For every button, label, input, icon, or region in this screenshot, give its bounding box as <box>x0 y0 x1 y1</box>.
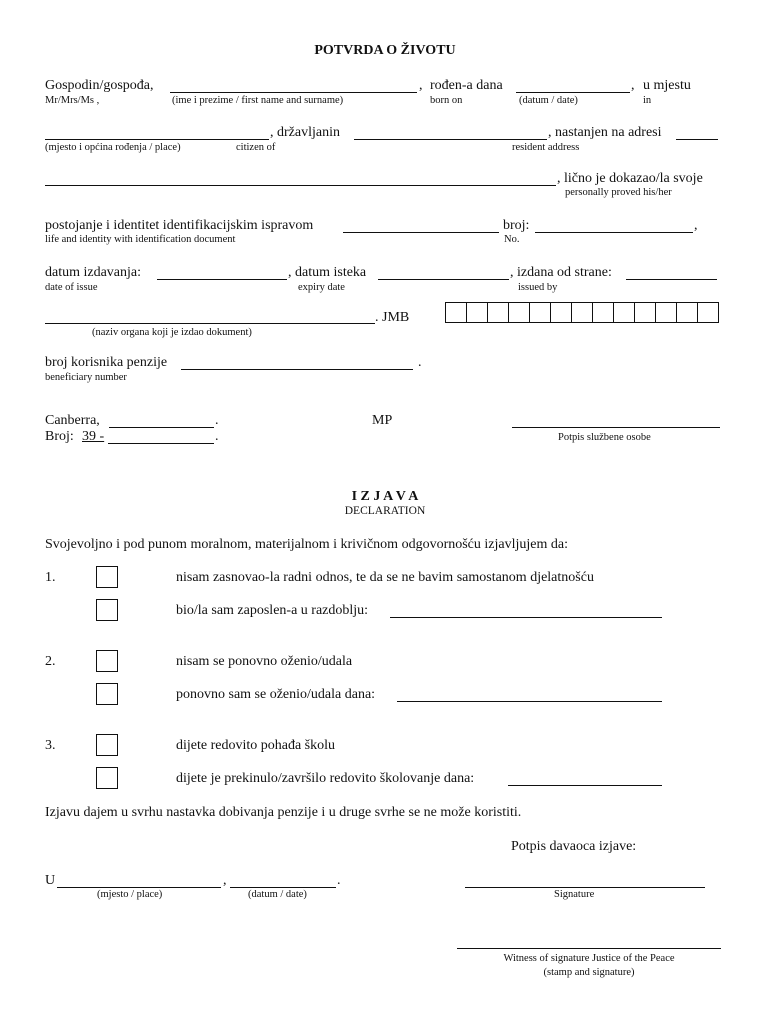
izdana-label: , izdana od strane: <box>510 265 612 280</box>
nastanjen-label: , nastanjen na adresi <box>548 125 662 140</box>
sub-place: (mjesto i općina rođenja / place) <box>45 142 181 153</box>
document-number-field[interactable] <box>535 232 693 233</box>
sub-life: life and identity with identification document <box>45 234 236 245</box>
broj-label: broj: <box>503 218 530 233</box>
item1-text-b: bio/la sam zaposlen-a u razdoblju: <box>176 603 369 618</box>
beneficiary-number-field[interactable] <box>181 369 413 370</box>
sub-date: (datum / date) <box>519 95 578 106</box>
witness-sub-label: (stamp and signature) <box>543 967 635 978</box>
birthplace-field[interactable] <box>45 139 269 140</box>
sub-mr: Mr/Mrs/Ms , <box>45 95 100 106</box>
place-field[interactable] <box>57 887 221 888</box>
dot: . <box>215 413 219 428</box>
sub-issue: date of issue <box>45 282 98 293</box>
sub-born: born on <box>430 95 463 106</box>
izjava-title: I Z J A V A <box>351 489 419 504</box>
item3-text-a: dijete redovito pohađa školu <box>176 738 336 753</box>
jmb-digit-box[interactable] <box>697 302 719 323</box>
drzavljanin-label: , državljanin <box>270 125 340 140</box>
sub-beneficiary: beneficiary number <box>45 372 127 383</box>
postojanje-label: postojanje i identitet identifikacijskim ispravom <box>45 218 314 233</box>
jmb-label: . JMB <box>375 310 410 325</box>
item3-checkbox-b[interactable] <box>96 767 118 789</box>
signature-label: Signature <box>554 889 595 900</box>
comma: , <box>223 873 227 888</box>
sub-in: in <box>643 95 652 106</box>
birth-date-field[interactable] <box>516 92 630 93</box>
item1-checkbox-b[interactable] <box>96 599 118 621</box>
jmb-digit-box[interactable] <box>655 302 677 323</box>
item2-text-b: ponovno sam se oženio/udala dana: <box>176 687 376 702</box>
jmb-digit-box[interactable] <box>508 302 530 323</box>
broj-field[interactable] <box>108 443 214 444</box>
item2-checkbox-a[interactable] <box>96 650 118 672</box>
sub-organ: (naziv organa koji je izdao dokument) <box>92 327 252 338</box>
datum-isteka-label: , datum isteka <box>288 265 367 280</box>
jmb-digit-box[interactable] <box>487 302 509 323</box>
item3-text-b: dijete je prekinulo/završilo redovito školovanje dana: <box>176 771 475 786</box>
mp-label: MP <box>372 413 393 428</box>
sub-expiry: expiry date <box>298 282 345 293</box>
licno-label: , lično je dokazao/la svoje <box>557 171 703 186</box>
date-field[interactable] <box>230 887 336 888</box>
sub-proved: personally proved his/her <box>565 187 672 198</box>
item-number: 2. <box>45 654 56 669</box>
potpis-davaoca: Potpis davaoca izjave: <box>511 839 637 854</box>
canberra-label: Canberra, <box>45 413 100 428</box>
dot: . <box>418 355 422 370</box>
jmb-digit-box[interactable] <box>592 302 614 323</box>
broj-value: 39 - <box>82 429 105 444</box>
jmb-digit-box[interactable] <box>613 302 635 323</box>
official-signature-line[interactable] <box>512 427 720 428</box>
sub-resident: resident address <box>512 142 580 153</box>
citizenship-field[interactable] <box>354 139 547 140</box>
broj-label: Broj: <box>45 429 74 444</box>
expiry-date-field[interactable] <box>378 279 509 280</box>
declaration-subtitle: DECLARATION <box>344 505 426 517</box>
page-title: POTVRDA O ŽIVOTU <box>314 43 456 58</box>
jmb-digit-box[interactable] <box>571 302 593 323</box>
item2-checkbox-b[interactable] <box>96 683 118 705</box>
document-field[interactable] <box>343 232 499 233</box>
item-number: 3. <box>45 738 56 753</box>
dot: . <box>215 429 219 444</box>
address-field[interactable] <box>45 185 556 186</box>
sub-place: (mjesto / place) <box>97 889 163 900</box>
jmb-digit-box[interactable] <box>676 302 698 323</box>
roden-label: rođen-a dana <box>430 78 503 93</box>
jmb-digit-box[interactable] <box>529 302 551 323</box>
jmb-digit-box[interactable] <box>466 302 488 323</box>
item1-checkbox-a[interactable] <box>96 566 118 588</box>
jmb-digit-box[interactable] <box>634 302 656 323</box>
address-field-start[interactable] <box>676 139 718 140</box>
jmb-boxes[interactable] <box>445 302 719 323</box>
sub-date: (datum / date) <box>248 889 307 900</box>
dot: . <box>337 873 341 888</box>
issue-date-field[interactable] <box>157 279 287 280</box>
item3-checkbox-a[interactable] <box>96 734 118 756</box>
employment-period-field[interactable] <box>390 617 662 618</box>
u-label: U <box>45 873 56 888</box>
witness-signature-line[interactable] <box>457 948 721 949</box>
canberra-date-field[interactable] <box>109 427 214 428</box>
item2-text-a: nisam se ponovno oženio/udala <box>176 654 353 669</box>
name-field[interactable] <box>170 92 417 93</box>
issued-by-field[interactable] <box>626 279 717 280</box>
declaration-intro: Svojevoljno i pod punom moralnom, materijalnom i krivičnom odgovornošću izjavljujem da: <box>45 537 568 552</box>
closing-statement: Izjavu dajem u svrhu nastavka dobivanja penzije i u druge svrhe se ne može koristiti. <box>45 805 522 820</box>
potpis-sluzbene: Potpis službene osobe <box>558 432 651 443</box>
remarriage-date-field[interactable] <box>397 701 662 702</box>
item1-text-a: nisam zasnovao-la radni odnos, te da se ne bavim samostanom djelatnošću <box>176 570 594 585</box>
sub-citizen: citizen of <box>236 142 276 153</box>
sub-name: (ime i prezime / first name and surname) <box>172 95 344 106</box>
jmb-digit-box[interactable] <box>550 302 572 323</box>
gospodin-label: Gospodin/gospođa, <box>45 78 154 93</box>
comma: , <box>631 78 635 93</box>
comma: , <box>419 78 423 93</box>
issuing-organ-field[interactable] <box>45 323 375 324</box>
sub-no: No. <box>504 234 520 245</box>
sub-issued: issued by <box>518 282 558 293</box>
declarant-signature-line[interactable] <box>465 887 705 888</box>
datum-izdavanja-label: datum izdavanja: <box>45 265 142 280</box>
jmb-digit-box[interactable] <box>445 302 467 323</box>
witness-label: Witness of signature Justice of the Peace <box>503 953 675 964</box>
school-end-date-field[interactable] <box>508 785 662 786</box>
comma: , <box>694 218 698 233</box>
item-number: 1. <box>45 570 56 585</box>
mjestu-label: u mjestu <box>643 78 691 93</box>
broj-korisnika-label: broj korisnika penzije <box>45 355 168 370</box>
